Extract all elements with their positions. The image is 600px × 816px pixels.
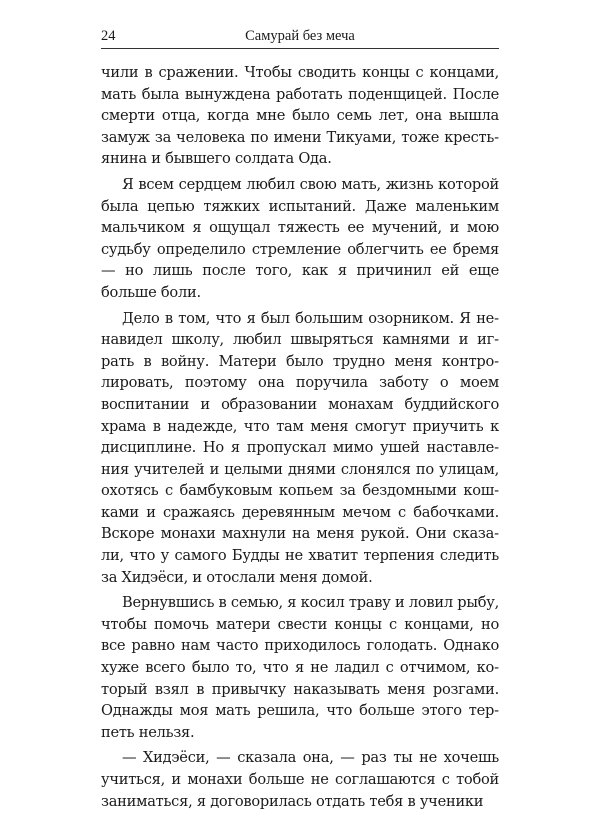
paragraph-4: Вернувшись в семью, я косил траву и ловил рыбу, чтобы помочь матери свести концы с концами, но все равно нам часто приходилось голодать. Однако хуже всего было то, что я не ладил с отчимом, который взял в привычку наказывать меня розгами. Однажды моя мать решила, что больше этого терпеть нельзя. [101, 594, 499, 741]
book-page [101, 28, 499, 816]
page-number: 24 [101, 28, 116, 44]
paragraph-5: — Хидэёси, — сказала она, — раз ты не хочешь учиться, и монахи больше не соглашаются с тобой заниматься, я договорилась отдать тебя в ученики [101, 749, 499, 810]
body-text [101, 62, 499, 812]
paragraph-2: Я всем сердцем любил свою мать, жизнь которой была цепью тяжких испытаний. Даже маленьким мальчиком я ощущал тяжесть ее мучений, и мою судьбу определило стремление облегчить ее бремя — но лишь после того, как я причинил ей еще больше боли. [101, 175, 499, 301]
page-header [101, 28, 499, 49]
paragraph-3: Дело в том, что я был большим озорником. Я ненавидел школу, любил швыряться камнями и играть в войну. Матери было трудно меня контролировать, поэтому она поручила заботу о моем воспитании и образовании монахам буддийского храма в надежде, что там меня смогут приучить к дисциплине. Но я пропускал мимо ушей наставления учителей и целыми днями слонялся по улицам, охотясь с бамбуковым копьем за бездомными кошками и сражаясь деревянным мечом с бабочками. Вскоре монахи махнули на меня рукой. Они сказали, что у самого Будды не хватит терпения следить за Хидэёси, и отослали меня домой. [101, 309, 499, 586]
running-title: Самурай без меча [245, 28, 355, 44]
paragraph-1: чили в сражении. Чтобы сводить концы с концами, мать была вынуждена работать поденщицей. После смерти отца, когда мне было семь лет, она вышла замуж за человека по имени Тикуами, тоже крестьянина и бывшего солдата Ода. [101, 64, 499, 168]
